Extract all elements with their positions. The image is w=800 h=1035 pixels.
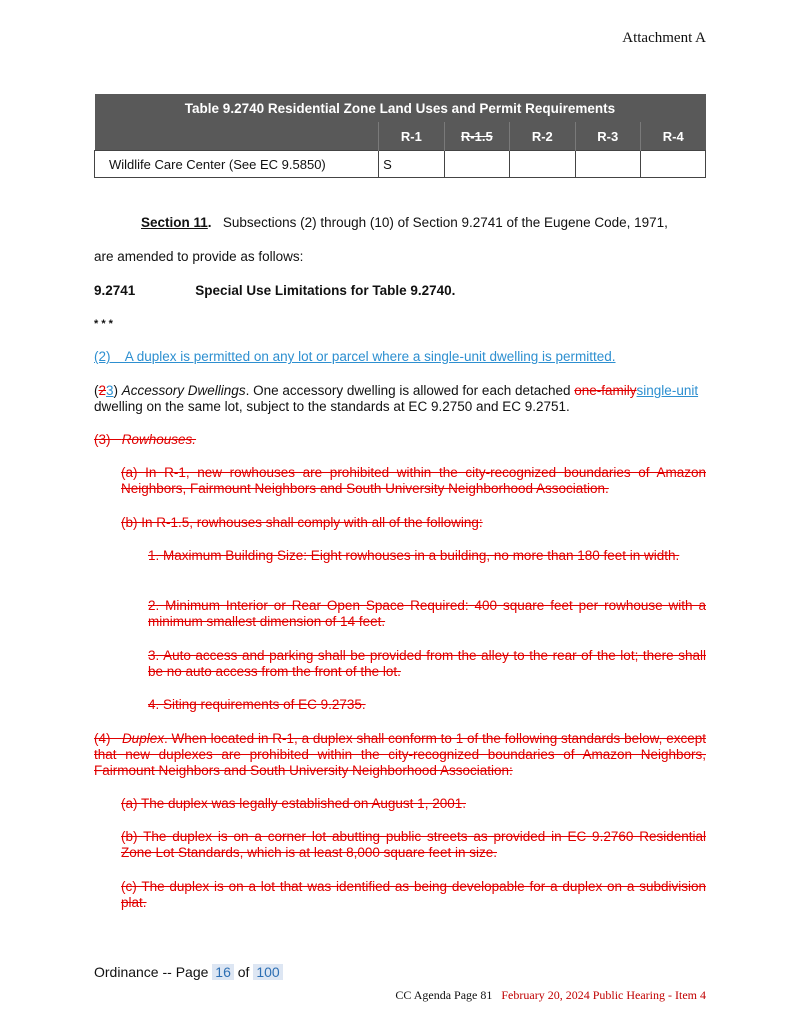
rowhouses-b1: 1. Maximum Building Size: Eight rowhouses in a building, no more than 180 feet in width. (148, 548, 680, 563)
heading-title: Special Use Limitations for Table 9.2740. (195, 283, 456, 298)
zone-header-r2: R-2 (510, 122, 575, 151)
duplex-paragraph (94, 731, 706, 779)
heading-number: 9.2741 (94, 283, 136, 298)
zone-header-r4: R-4 (640, 122, 705, 151)
rowhouses-b2: 2. Minimum Interior or Rear Open Space Required: 400 square feet per rowhouse with a minimum smallest dimension of 14 feet. (148, 598, 706, 629)
duplex-c: (c) The duplex is on a lot that was identified as being developable for a duplex on a subdivision plat. (121, 879, 706, 910)
section-11-line2: are amended to provide as follows: (94, 249, 304, 264)
rowhouses-a: (a) In R-1, new rowhouses are prohibited within the city-recognized boundaries of Amazon Neighbors, Fairmount Neighbors and South University Neighborhood Association. (121, 465, 706, 496)
rowhouses-b: (b) In R-1.5, rowhouses shall comply with all of the following: (121, 515, 483, 530)
land-use-table (94, 94, 706, 178)
table-title: Table 9.2740 Residential Zone Land Uses and Permit Requirements (95, 94, 706, 122)
rowhouses-title: Rowhouses. (121, 432, 197, 447)
duplex-b: (b) The duplex is on a corner lot abutting public streets as provided in EC 9.2760 Residential Zone Lot Standards, which is at least 8,000 square feet in size. (121, 829, 706, 860)
page-total: 100 (253, 964, 282, 980)
zone-header-r1: R-1 (379, 122, 444, 151)
duplex-title: Duplex (121, 731, 164, 746)
section-label: Section 11 (141, 215, 208, 230)
accessory-text-end: dwelling on the same lot, subject to the standards at EC 9.2750 and EC 9.2751. (94, 399, 570, 414)
agenda-footer (395, 988, 706, 1003)
inserted-word: single-unit (636, 383, 699, 398)
subsection-accessory-dwellings (94, 383, 706, 415)
rowhouses-b4: 4. Siting requirements of EC 9.2735. (148, 697, 366, 712)
section-11-line1 (94, 215, 706, 231)
section-period: . (207, 215, 212, 230)
section-heading (94, 283, 706, 299)
hearing-label: February 20, 2024 Public Hearing - Item 4 (501, 988, 706, 1002)
deleted-word: one-family (574, 383, 637, 398)
duplex-a: (a) The duplex was legally established on August 1, 2001. (121, 796, 466, 811)
page-of: of (237, 964, 250, 980)
rowhouses-b3: 3. Auto access and parking shall be provided from the alley to the rear of the lot; there shall be no auto access from the front of the lot. (148, 648, 706, 679)
inserted-number: 3 (106, 383, 114, 398)
new-subsection-2: (2) A duplex is permitted on any lot or parcel where a single-unit dwelling is permitted. (94, 349, 616, 364)
cell-r2 (510, 151, 575, 178)
duplex-text: . When located in R-1, a duplex shall conform to 1 of the following standards below, except that new duplexes are prohibited within the city-recognized boundaries of Amazon Neighbors, Fairmount Neighbors and South University Neighborhood Association: (94, 731, 706, 778)
p3-close: ) (113, 383, 122, 398)
deleted-number: 2 (98, 383, 107, 398)
section-text-1: Subsections (2) through (10) of Section 9.2741 of the Eugene Code, 1971, (222, 215, 668, 230)
cell-r1-5 (444, 151, 510, 178)
duplex-num: (4) (94, 731, 122, 746)
accessory-title: Accessory Dwellings (121, 383, 246, 398)
ordinance-label: Ordinance -- Page (94, 964, 209, 980)
table-corner (95, 122, 379, 151)
rowhouses-heading (94, 432, 706, 448)
cell-r4 (640, 151, 705, 178)
ellipsis-stars: * * * (94, 318, 113, 330)
zone-header-r3: R-3 (575, 122, 640, 151)
agenda-page: CC Agenda Page 81 (395, 988, 493, 1002)
cell-r3 (575, 151, 640, 178)
rowhouses-num: (3) (94, 432, 122, 447)
attachment-label: Attachment A (622, 30, 706, 46)
cell-r1: S (379, 151, 444, 178)
zone-header-r1-5: R-1.5 (444, 122, 510, 151)
page-number: 16 (212, 964, 234, 980)
p3-open: ( (94, 383, 99, 398)
row-label: Wildlife Care Center (See EC 9.5850) (95, 151, 379, 178)
ordinance-page-footer (94, 964, 283, 980)
table-row (95, 151, 706, 178)
accessory-text: . One accessory dwelling is allowed for each detached (245, 383, 575, 398)
